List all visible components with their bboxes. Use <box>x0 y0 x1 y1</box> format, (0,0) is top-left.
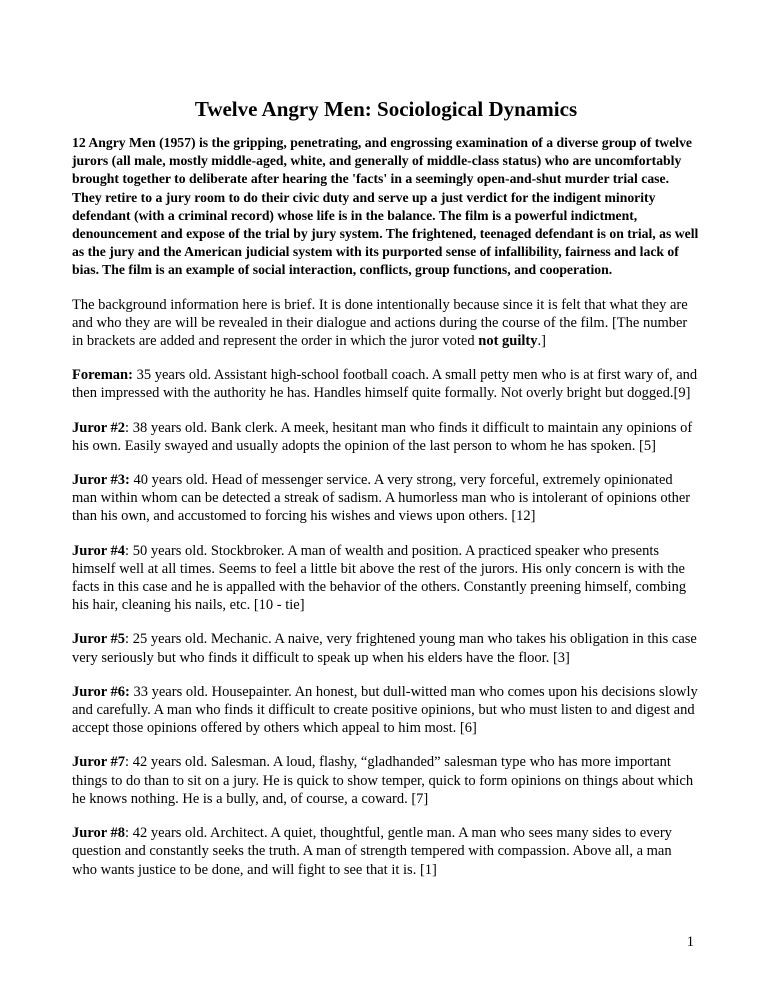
page-number: 1 <box>686 934 694 950</box>
juror-paragraph-8 <box>72 824 700 879</box>
background-paragraph <box>72 296 700 351</box>
juror-description: : 42 years old. Salesman. A loud, flashy, “gladhanded” salesman type who has more important things to do than to sit on a jury. He is quick to show temper, quick to form opinions on things about which he knows nothing. He is a bully, and, of course, a coward. [7] <box>72 754 694 807</box>
juror-description: : 38 years old. Bank clerk. A meek, hesitant man who finds it difficult to maintain any opinions of his own. Easily swayed and usually adopts the opinion of the last person to whom he has spoken. [5] <box>72 419 693 454</box>
juror-label: Juror #5 <box>72 631 126 648</box>
juror-paragraph-7 <box>72 753 700 808</box>
juror-paragraph-3 <box>72 471 700 526</box>
juror-description: 33 years old. Housepainter. An honest, but dull-witted man who comes upon his decisions slowly and carefully. A man who finds it difficult to create positive opinions, but who must listen to and digest and accept those opinions offered by others which appeal to him most. [6] <box>72 683 698 737</box>
juror-description: : 42 years old. Architect. A quiet, thoughtful, gentle man. A man who sees many sides to every question and constantly seeks the truth. A man of strength tempered with compassion. Above all, a man who wants justice to be done, and will fight to see that it is. [1] <box>72 825 672 878</box>
juror-label: Juror #4 <box>72 542 126 559</box>
background-end: .] <box>537 333 546 350</box>
juror-description: 35 years old. Assistant high-school football coach. A small petty men who is at first wary of, and then impressed with the authority he has. Handles himself quite formally. Not overly bright but dogged.[9] <box>72 367 698 402</box>
juror-label: Foreman: <box>72 367 133 384</box>
juror-paragraph-6 <box>72 683 700 738</box>
intro-paragraph: 12 Angry Men (1957) is the gripping, penetrating, and engrossing examination of a diverse group of twelve jurors (all male, mostly middle-aged, white, and generally of middle-class status) who are uncomfortably brought together to deliberate after hearing the 'facts' in a seemingly open-and-shut murder trial case. They retire to a jury room to do their civic duty and serve up a just verdict for the indigent minority defendant (with a criminal record) whose life is in the balance. The film is a powerful indictment, denouncement and expose of the trial by jury system. The frightened, teenaged defendant is on trial, as well as the jury and the American judicial system with its purported sense of infallibility, fairness and lack of bias. The film is an example of social interaction, conflicts, group functions, and cooperation. <box>72 135 699 278</box>
juror-label: Juror #2 <box>72 419 126 436</box>
juror-label: Juror #6: <box>72 683 130 700</box>
background-text: The background information here is brief. It is done intentionally because since it is felt that what they are and who they are will be revealed in their dialogue and actions during the course of the film. [The number in brackets are added and represent the order in which the juror voted <box>72 296 688 350</box>
juror-description: : 50 years old. Stockbroker. A man of wealth and position. A practiced speaker who presents himself well at all times. Seems to feel a little bit above the rest of the jurors. His only concern is with the facts in this case and he is appalled with the behavior of the others. Constantly preening himself, combing his hair, cleaning his nails, etc. [10 - tie] <box>72 542 687 614</box>
juror-paragraph-2 <box>72 419 700 455</box>
juror-paragraph-foreman <box>72 366 700 402</box>
juror-description: : 25 years old. Mechanic. A naive, very frightened young man who takes his obligation in this case very seriously but who finds it difficult to speak up when his elders have the floor. [3] <box>72 631 697 666</box>
juror-paragraph-5 <box>72 630 700 666</box>
document-page <box>72 96 700 895</box>
juror-label: Juror #3: <box>72 472 130 489</box>
juror-label: Juror #8 <box>72 825 126 842</box>
juror-description: 40 years old. Head of messenger service. A very strong, very forceful, extremely opinionated man within whom can be detected a streak of sadism. A humorless man who is intolerant of opinions other than his own, and accustomed to forcing his wishes and views upon others. [12] <box>72 472 691 525</box>
document-title: Twelve Angry Men: Sociological Dynamics <box>194 97 578 121</box>
juror-paragraph-4 <box>72 542 700 615</box>
juror-label: Juror #7 <box>72 754 126 771</box>
not-guilty-emphasis: not guilty <box>478 333 538 350</box>
